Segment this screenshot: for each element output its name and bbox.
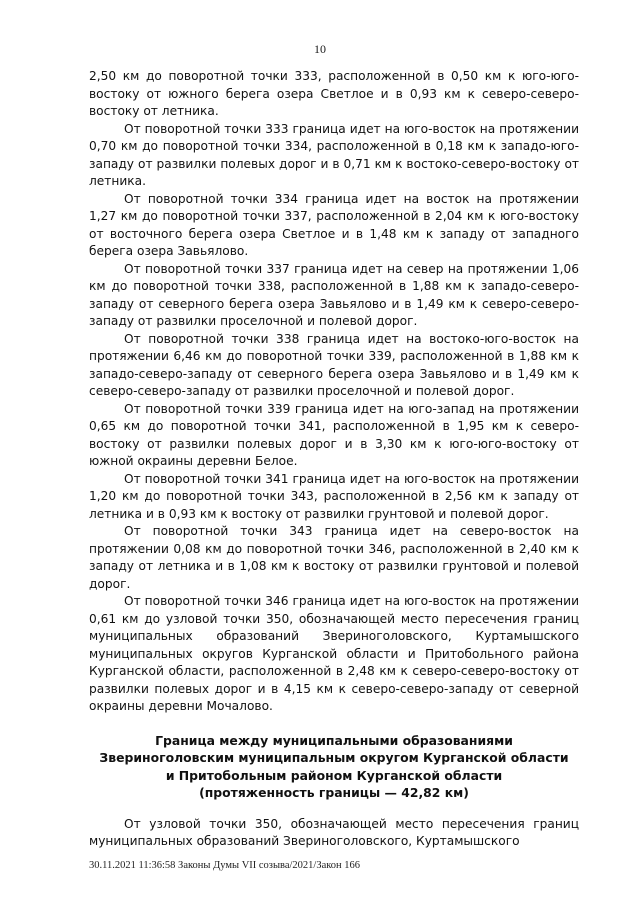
footer-stamp: 30.11.2021 11:36:58 Законы Думы VII созыва/2021/Закон 166 xyxy=(89,860,361,871)
paragraph: От поворотной точки 339 граница идет на юго-запад на протяжении 0,65 км до поворотной точки 341, расположенной в 1,95 км к северо-востоку от развилки полевых дорог и в 3,30 км к юго-юго-востоку от южной окраины деревни Белое. xyxy=(89,401,579,468)
document-body xyxy=(89,68,579,851)
section-heading-line: (протяженность границы — 42,82 км) xyxy=(199,785,469,800)
section-heading-line: Граница между муниципальными образованиями xyxy=(155,732,513,748)
paragraph: От поворотной точки 337 граница идет на север на протяжении 1,06 км до поворотной точки 338, расположенной в 1,88 км к западо-северо-западу от северного берега озера Завьялово и в 1,49 км к северо-северо-западу от развилки проселочной и полевой дорог. xyxy=(89,261,579,328)
paragraph: От поворотной точки 341 граница идет на юго-восток на протяжении 1,20 км до поворотной точки 343, расположенной в 2,56 км к западу от летника и в 0,93 км к востоку от развилки грунтовой и полевой дорог. xyxy=(89,471,579,521)
paragraph: От поворотной точки 338 граница идет на востоко-юго-восток на протяжении 6,46 км до поворотной точки 339, расположенной в 1,88 км к западо-северо-западу от северного берега озера Завьялово и в 1,49 км к северо-северо-западу от развилки проселочной и полевой дорог. xyxy=(89,331,579,398)
section-heading xyxy=(89,732,579,802)
page-number: 10 xyxy=(314,42,326,56)
paragraph: От узловой точки 350, обозначающей место пересечения границ муниципальных образований Звериноголовского, Куртамышского xyxy=(89,816,579,848)
paragraph: От поворотной точки 343 граница идет на северо-восток на протяжении 0,08 км до поворотной точки 346, расположенной в 2,40 км к западу от летника и в 1,08 км к востоку от развилки грунтовой и полевой дорог. xyxy=(89,524,579,591)
paragraph: От поворотной точки 346 граница идет на юго-восток на протяжении 0,61 км до узловой точки 350, обозначающей место пересечения границ муниципальных образований Звериноголовского, Куртамышского муниципальных округов Курганской области и Притобольного района Курганской области, расположенной в 2,48 км к северо-северо-востоку от развилки полевых дорог и в 4,15 км к северо-северо-западу от северной окраины деревни Мочалово. xyxy=(89,594,579,713)
paragraph: От поворотной точки 334 граница идет на восток на протяжении 1,27 км до поворотной точки 337, расположенной в 2,04 км к юго-востоку от восточного берега озера Светлое и в 1,48 км к западу от западного берега озера Завьялово. xyxy=(89,191,579,258)
section-heading-line: и Притобольным районом Курганской области xyxy=(165,767,503,783)
paragraph: От поворотной точки 333 граница идет на юго-восток на протяжении 0,70 км до поворотной точки 334, расположенной в 0,18 км к западо-юго-западу от развилки полевых дорог и в 0,71 км к востоко-северо-востоку от летника. xyxy=(89,121,579,188)
section-heading-line: Звериноголовским муниципальным округом Курганской области xyxy=(99,750,569,765)
paragraph: 2,50 км до поворотной точки 333, расположенной в 0,50 км к юго-юго-востоку от южного берега озера Светлое и в 0,93 км к северо-северо-востоку от летника. xyxy=(89,69,579,118)
